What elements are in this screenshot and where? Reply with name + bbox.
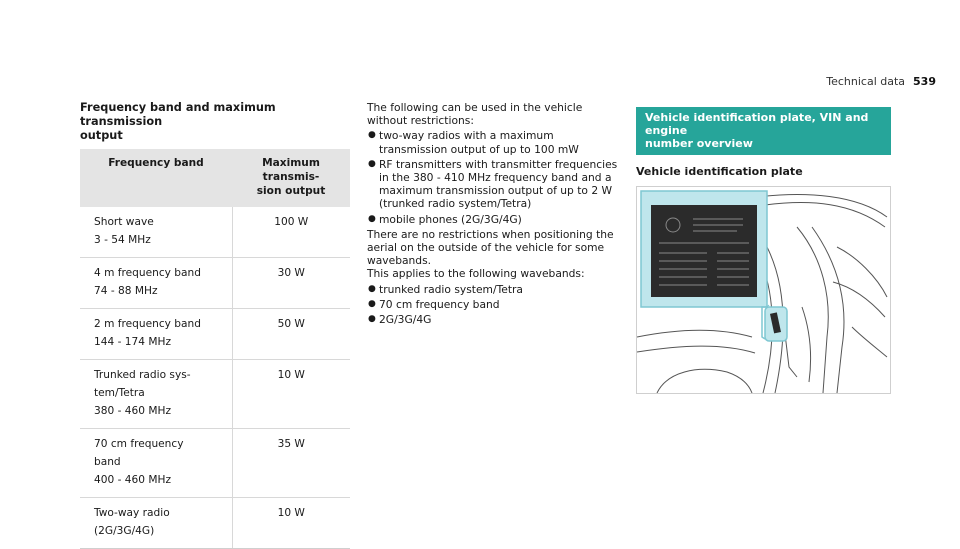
band-cell: 4 m frequency band 74 - 88 MHz — [80, 258, 232, 309]
page-header — [826, 75, 936, 88]
power-cell: 35 W — [232, 429, 350, 498]
frequency-section — [80, 101, 350, 549]
header-frequency-band: Frequency band — [80, 149, 232, 207]
unrestricted-list — [367, 129, 622, 225]
band-cell: 70 cm frequency band 400 - 460 MHz — [80, 429, 232, 498]
section-name: Technical data — [826, 75, 906, 88]
intro-paragraph: The following can be used in the vehicle without restrictions: — [367, 101, 583, 128]
car-door-illustration — [637, 187, 890, 393]
table-row — [80, 207, 350, 258]
section-banner: Vehicle identification plate, VIN and engine number overview — [636, 107, 891, 155]
power-cell: 50 W — [232, 309, 350, 360]
band-cell: 2 m frequency band 144 - 174 MHz — [80, 309, 232, 360]
table-row — [80, 429, 350, 498]
table-row — [80, 498, 350, 549]
vin-section — [636, 107, 891, 394]
bullet-icon: ● — [368, 314, 376, 325]
vehicle-plate-illustration — [636, 186, 891, 394]
list-item: ● mobile phones (2G/3G/4G) — [368, 212, 522, 226]
list-item: ● 70 cm frequency band — [368, 297, 500, 311]
list-item: ● 2G/3G/4G — [368, 313, 432, 327]
list-item: ● two-way radios with a maximum transmission output of up to 100 mW — [368, 129, 579, 156]
band-cell: Two-way radio (2G/3G/4G) — [80, 498, 232, 549]
aerial-paragraph: There are no restrictions when positioning the aerial on the outside of the vehicle for some wavebands. — [367, 227, 614, 268]
plate-subheading: Vehicle identification plate — [636, 165, 803, 178]
table-row — [80, 360, 350, 429]
waveband-list — [367, 283, 622, 327]
band-cell: Short wave 3 - 54 MHz — [80, 207, 232, 258]
wavebands-paragraph: This applies to the following wavebands: — [367, 267, 585, 281]
band-cell: Trunked radio sys- tem/Tetra 380 - 460 MHz — [80, 360, 232, 429]
bullet-icon: ● — [368, 158, 376, 169]
bullet-icon: ● — [368, 130, 376, 141]
frequency-section-title: Frequency band and maximum transmission output — [80, 101, 276, 142]
table-row — [80, 309, 350, 360]
power-cell: 10 W — [232, 360, 350, 429]
header-max-output: Maximum transmis- sion output — [232, 149, 350, 207]
bullet-icon: ● — [368, 283, 376, 294]
restrictions-text — [367, 101, 622, 328]
bullet-icon: ● — [368, 298, 376, 309]
bullet-icon: ● — [368, 213, 376, 224]
list-item: ● trunked radio system/Tetra — [368, 282, 523, 296]
frequency-table — [80, 149, 350, 549]
page-number: 539 — [913, 75, 936, 88]
list-item: ● RF transmitters with transmitter frequencies in the 380 - 410 MHz frequency band and a maximum transmission output of up to 2 W (trunked radio system/Tetra) — [368, 157, 618, 211]
power-cell: 100 W — [232, 207, 350, 258]
power-cell: 10 W — [232, 498, 350, 549]
table-row — [80, 258, 350, 309]
table-header-row — [80, 149, 350, 207]
power-cell: 30 W — [232, 258, 350, 309]
